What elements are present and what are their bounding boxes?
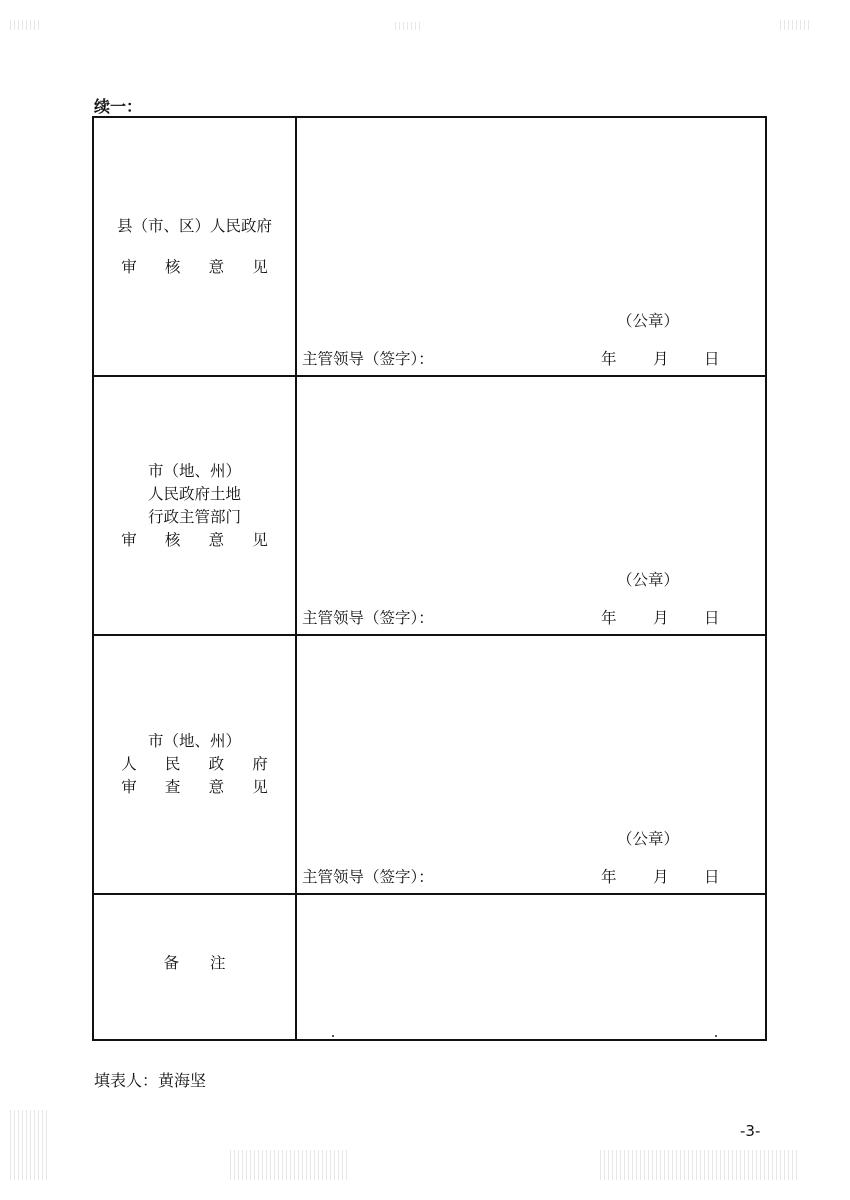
official-seal-label: （公章） [617,571,680,589]
month-label: 月 [653,350,669,368]
label-line: 市（地、州） [147,461,241,480]
page-number: -3- [740,1122,761,1140]
leader-signature-label: 主管领导（签字）： [302,350,434,368]
scan-noise [395,22,420,30]
opinion-area[interactable] [297,118,765,375]
day-label: 日 [704,350,720,368]
row-label [94,895,297,1039]
label-line: 市（地、州） [147,732,241,750]
row-city-government-review [94,636,765,895]
row-label [94,377,297,634]
leader-signature-label: 主管领导（签字）： [302,868,434,886]
form-filler [94,1068,206,1091]
month-label: 月 [653,609,669,627]
remarks-area[interactable] [297,895,765,1039]
opinion-area[interactable] [297,636,765,893]
official-seal-label: （公章） [617,830,680,848]
row-remarks [94,895,765,1039]
month-label: 月 [653,868,669,886]
label-line: 审 核 意 见 [121,530,280,549]
scan-noise [780,20,810,30]
row-city-land-review [94,377,765,636]
year-label: 年 [601,868,617,886]
scan-dot [715,1035,717,1037]
leader-signature-label: 主管领导（签字）： [302,609,434,627]
label-line: 行政主管部门 [147,507,241,526]
filler-name: 黄海坚 [158,1071,207,1090]
scan-noise [600,1150,800,1180]
scan-noise [230,1150,350,1180]
scan-noise [10,1110,50,1180]
label-line: 县（市、区）人民政府 [116,216,272,235]
continuation-label: 续一： [94,97,143,116]
label-line: 备 注 [163,953,226,972]
day-label: 日 [704,868,720,886]
day-label: 日 [704,609,720,627]
filler-label: 填表人： [94,1071,159,1090]
label-line: 审 核 意 见 [121,257,280,276]
review-form-table [92,116,767,1041]
year-label: 年 [601,609,617,627]
year-label: 年 [601,350,617,368]
label-line: 人 民 政 府 [121,755,280,773]
label-line: 人民政府土地 [147,484,241,503]
scan-dot [332,1035,334,1037]
row-county-review [94,118,765,377]
scan-noise [10,20,40,30]
opinion-area[interactable] [297,377,765,634]
label-line: 审 查 意 见 [121,778,280,796]
row-label [94,636,297,893]
row-label [94,118,297,375]
official-seal-label: （公章） [617,312,680,330]
